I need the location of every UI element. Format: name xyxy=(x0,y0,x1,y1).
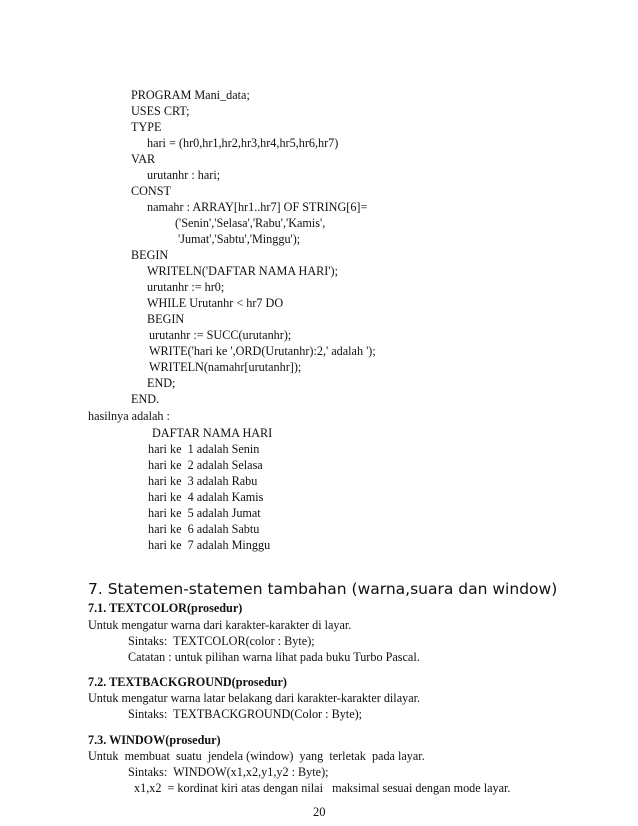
code-type-keyword: TYPE xyxy=(131,120,162,134)
code-begin: BEGIN xyxy=(131,248,169,262)
section-7-2-heading: 7.2. TEXTBACKGROUND(prosedur) xyxy=(88,675,287,689)
code-const-values-1: ('Senin','Selasa','Rabu','Kamis', xyxy=(175,216,326,230)
code-type-definition: hari = (hr0,hr1,hr2,hr3,hr4,hr5,hr6,hr7) xyxy=(147,136,339,150)
output-line: hari ke 3 adalah Rabu xyxy=(148,474,258,488)
code-const-values-2: 'Jumat','Sabtu','Minggu'); xyxy=(178,232,301,246)
code-assign: urutanhr := hr0; xyxy=(147,280,225,294)
code-var-definition: urutanhr : hari; xyxy=(147,168,221,182)
code-write: WRITE('hari ke ',ORD(Urutanhr):2,' adalah '); xyxy=(149,344,376,358)
code-uses-line: USES CRT; xyxy=(131,104,190,118)
section-7-1-heading: 7.1. TEXTCOLOR(prosedur) xyxy=(88,601,243,615)
code-succ: urutanhr := SUCC(urutanhr); xyxy=(149,328,292,342)
output-title: DAFTAR NAMA HARI xyxy=(152,426,273,440)
code-writeln-name: WRITELN(namahr[urutanhr]); xyxy=(149,360,302,374)
output-line: hari ke 5 adalah Jumat xyxy=(148,506,261,520)
section-7-2-syntax: Sintaks: TEXTBACKGROUND(Color : Byte); xyxy=(128,707,363,721)
output-line: hari ke 6 adalah Sabtu xyxy=(148,522,260,536)
page-number: 20 xyxy=(313,805,326,819)
code-const-definition: namahr : ARRAY[hr1..hr7] OF STRING[6]= xyxy=(147,200,368,214)
result-intro: hasilnya adalah : xyxy=(88,409,170,423)
code-while: WHILE Urutanhr < hr7 DO xyxy=(147,296,284,310)
code-writeln-title: WRITELN('DAFTAR NAMA HARI'); xyxy=(147,264,338,278)
output-line: hari ke 1 adalah Senin xyxy=(148,442,260,456)
code-inner-end: END; xyxy=(147,376,176,390)
output-line: hari ke 2 adalah Selasa xyxy=(148,458,263,472)
section-7-3-syntax: Sintaks: WINDOW(x1,x2,y1,y2 : Byte); xyxy=(128,765,329,779)
code-var-keyword: VAR xyxy=(131,152,156,166)
section-7-2-description: Untuk mengatur warna latar belakang dari karakter-karakter dilayar. xyxy=(88,691,421,705)
section-7-3-description: Untuk membuat suatu jendela (window) yang terletak pada layar. xyxy=(88,749,425,763)
output-line: hari ke 4 adalah Kamis xyxy=(148,490,264,504)
code-inner-begin: BEGIN xyxy=(147,312,185,326)
output-line: hari ke 7 adalah Minggu xyxy=(148,538,271,552)
code-end: END. xyxy=(131,392,160,406)
section-7-3-heading: 7.3. WINDOW(prosedur) xyxy=(88,733,221,747)
section-7-1-note: Catatan : untuk pilihan warna lihat pada buku Turbo Pascal. xyxy=(128,650,420,664)
section-7-1-syntax: Sintaks: TEXTCOLOR(color : Byte); xyxy=(128,634,315,648)
section-7-title: 7. Statemen-statemen tambahan (warna,suara dan window) xyxy=(88,580,558,598)
section-7-1-description: Untuk mengatur warna dari karakter-karakter di layar. xyxy=(88,618,352,632)
section-7-3-note: x1,x2 = kordinat kiri atas dengan nilai maksimal sesuai dengan mode layar. xyxy=(134,781,511,795)
code-program-line: PROGRAM Mani_data; xyxy=(131,88,250,102)
code-const-keyword: CONST xyxy=(131,184,171,198)
